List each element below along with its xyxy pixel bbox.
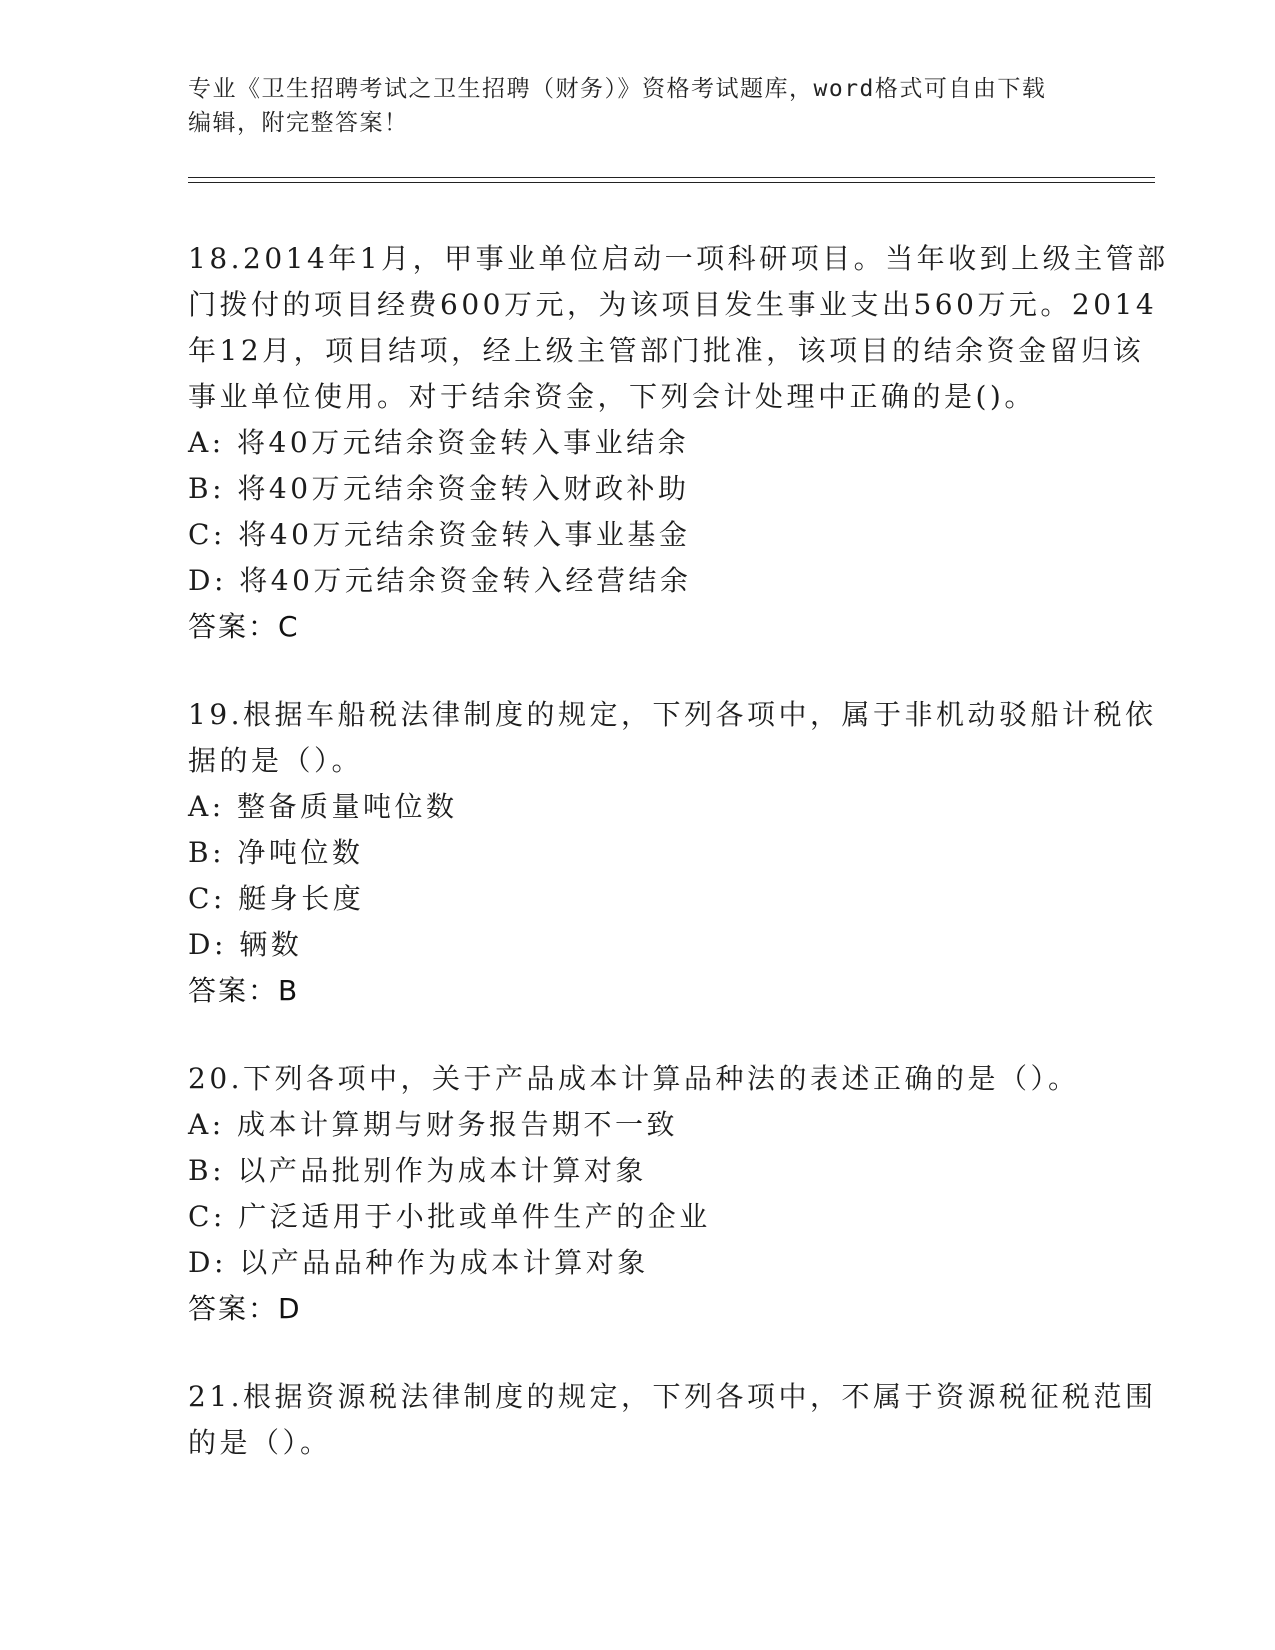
header-line-1: 专业《卫生招聘考试之卫生招聘（财务）》资格考试题库，word格式可自由下载 bbox=[188, 76, 1047, 102]
question-18 bbox=[188, 236, 1169, 650]
answer-label: 答案：C bbox=[188, 610, 300, 643]
question-text-line: 门拨付的项目经费600万元，为该项目发生事业支出560万元。2014 bbox=[188, 288, 1158, 321]
question-21 bbox=[188, 1374, 1157, 1466]
question-text-line: 年12月，项目结项，经上级主管部门批准，该项目的结余资金留归该 bbox=[188, 334, 1145, 367]
question-list bbox=[188, 236, 1169, 1508]
option-c: C: 广泛适用于小批或单件生产的企业 bbox=[188, 1200, 711, 1233]
option-c: C: 将40万元结余资金转入事业基金 bbox=[188, 518, 691, 551]
question-text-line: 21.根据资源税法律制度的规定，下列各项中，不属于资源税征税范围 bbox=[188, 1380, 1157, 1413]
question-text-line: 20.下列各项中，关于产品成本计算品种法的表述正确的是（）。 bbox=[188, 1062, 1080, 1095]
option-d: D: 以产品品种作为成本计算对象 bbox=[188, 1246, 649, 1279]
option-b: B: 将40万元结余资金转入财政补助 bbox=[188, 472, 690, 505]
answer-label: 答案：B bbox=[188, 974, 300, 1007]
option-a: A: 成本计算期与财务报告期不一致 bbox=[188, 1108, 679, 1141]
question-text-line: 事业单位使用。对于结余资金，下列会计处理中正确的是()。 bbox=[188, 380, 1036, 413]
header-divider-bottom bbox=[188, 182, 1155, 183]
question-text-line: 据的是（）。 bbox=[188, 744, 364, 777]
answer-label: 答案：D bbox=[188, 1292, 302, 1325]
question-19 bbox=[188, 692, 1157, 1014]
option-a: A: 整备质量吨位数 bbox=[188, 790, 458, 823]
option-d: D: 将40万元结余资金转入经营结余 bbox=[188, 564, 692, 597]
header-divider-top bbox=[188, 177, 1155, 178]
header-line-2: 编辑，附完整答案！ bbox=[188, 110, 409, 136]
question-text-line: 的是（）。 bbox=[188, 1426, 332, 1459]
question-text-line: 18.2014年1月，甲事业单位启动一项科研项目。当年收到上级主管部 bbox=[188, 242, 1169, 275]
header-note bbox=[188, 72, 1068, 140]
question-20 bbox=[188, 1056, 1088, 1332]
option-c: C: 艇身长度 bbox=[188, 882, 365, 915]
question-text-line: 19.根据车船税法律制度的规定，下列各项中，属于非机动驳船计税依 bbox=[188, 698, 1157, 731]
option-b: B: 净吨位数 bbox=[188, 836, 364, 869]
option-b: B: 以产品批别作为成本计算对象 bbox=[188, 1154, 647, 1187]
option-a: A: 将40万元结余资金转入事业结余 bbox=[188, 426, 690, 459]
option-d: D: 辆数 bbox=[188, 928, 303, 961]
